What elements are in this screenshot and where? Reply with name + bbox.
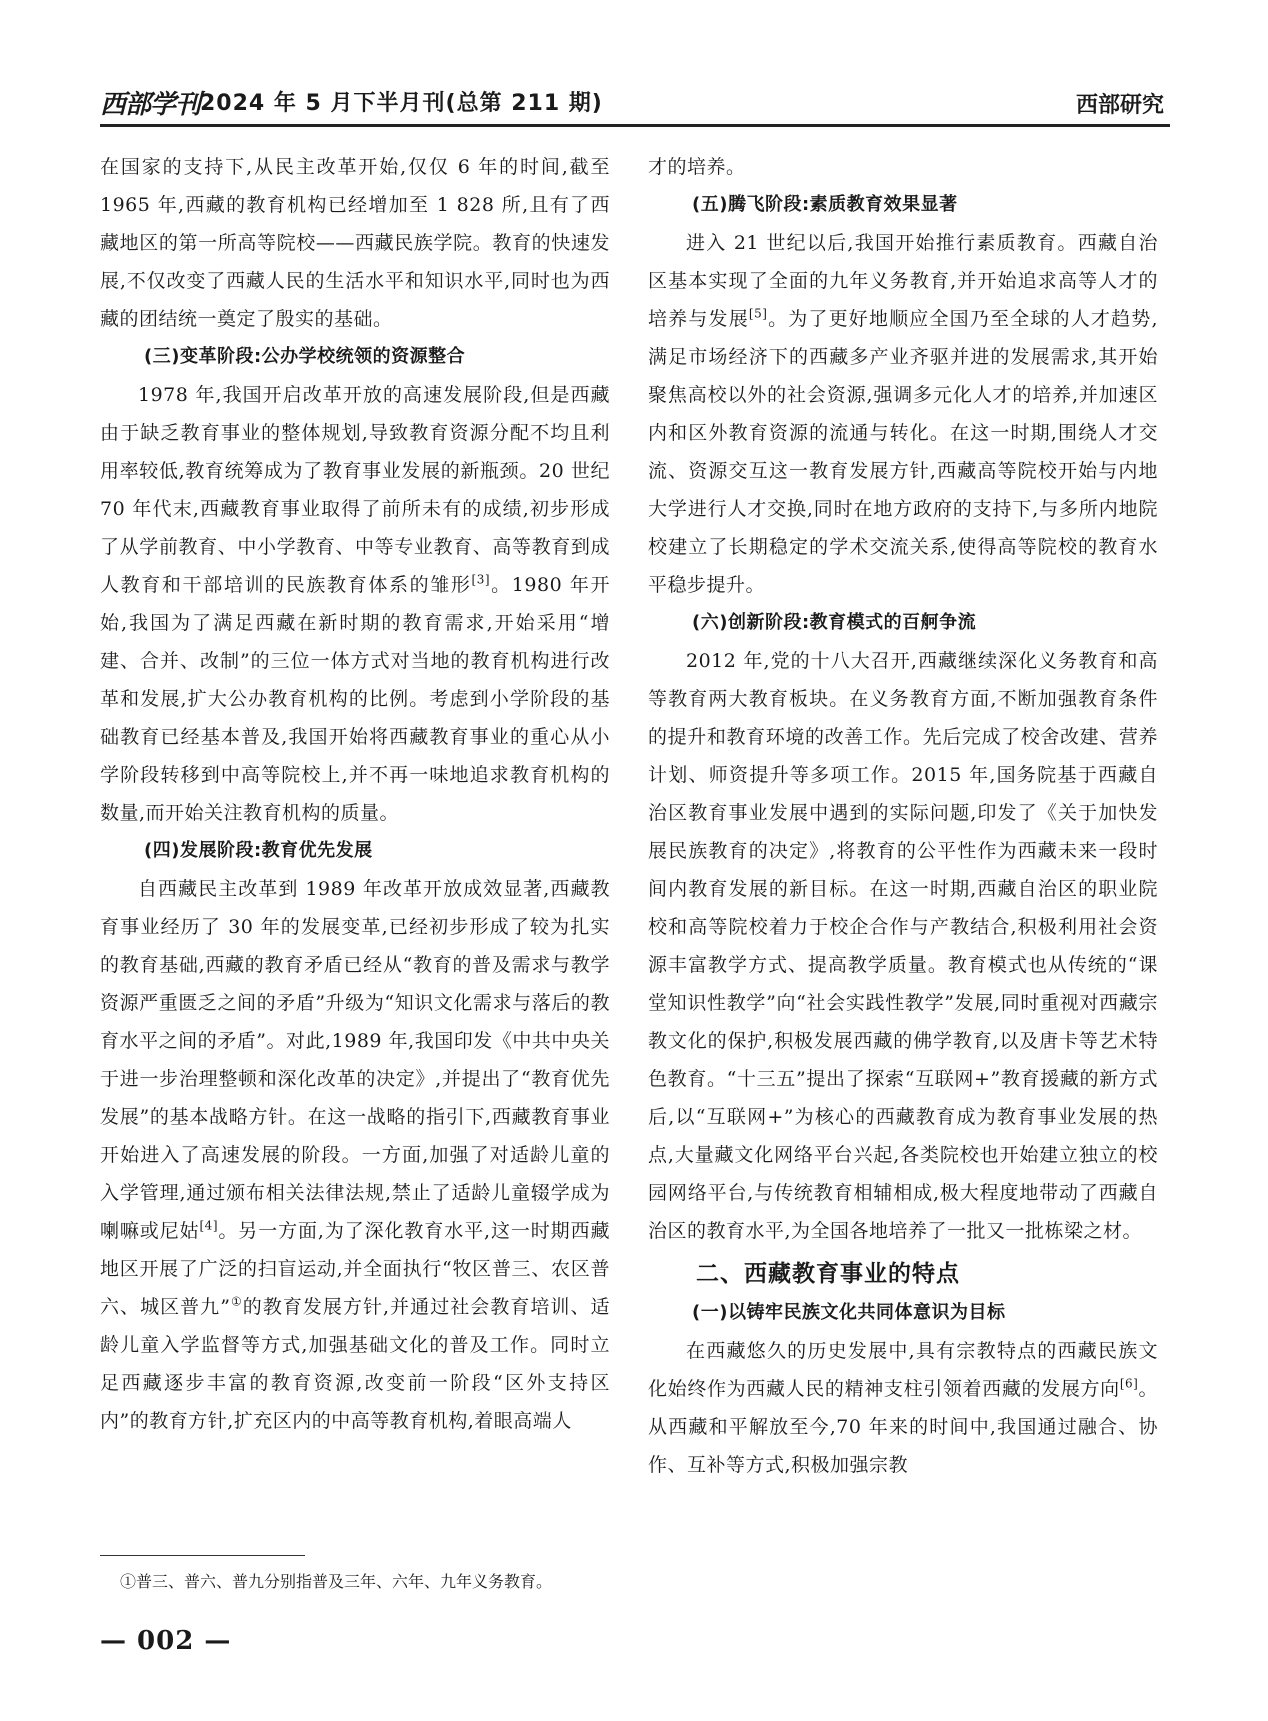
citation: [3] xyxy=(471,572,491,587)
citation: [6] xyxy=(1119,1376,1139,1391)
left-column xyxy=(100,148,610,1440)
right-column xyxy=(648,148,1158,1484)
paragraph: 进入 21 世纪以后,我国开始推行素质教育。西藏自治区基本实现了全面的九年义务教育,并开始追求高等人才的培养与发展[5]。为了更好地顺应全国乃至全球的人才趋势,满足市场经济下的西藏多产业齐驱并进的发展需求,其开始聚焦高校以外的社会资源,强调多元化人才的培养,并加速区内和区外教育资源的流通与转化。在这一时期,围绕人才交流、资源交互这一教育发展方针,西藏高等院校开始与内地大学进行人才交换,同时在地方政府的支持下,与多所内地院校建立了长期稳定的学术交流关系,使得高等院校的教育水平稳步提升。 xyxy=(648,232,1158,596)
paragraph: 2012 年,党的十八大召开,西藏继续深化义务教育和高等教育两大教育板块。在义务教育方面,不断加强教育条件的提升和教育环境的改善工作。先后完成了校舍改建、营养计划、师资提升等多项工作。2015 年,国务院基于西藏自治区教育事业发展中遇到的实际问题,印发了《关于加快发展民族教育的决定》,将教育的公平性作为西藏未来一段时间内教育发展的新目标。在这一时期,西藏自治区的职业院校和高等院校着力于校企合作与产教结合,积极利用社会资源丰富教学方式、提高教学质量。教育模式也从传统的“课堂知识性教学”向“社会实践性教学”发展,同时重视对西藏宗教文化的保护,积极发展西藏的佛学教育,以及唐卡等艺术特色教育。“十三五”提出了探索“互联网+”教育援藏的新方式后,以“互联网+”为核心的西藏教育成为教育事业发展的热点,大量藏文化网络平台兴起,各类院校也开始建立独立的校园网络平台,与传统教育相辅相成,极大程度地带动了西藏自治区的教育水平,为全国各地培养了一批又一批栋梁之材。 xyxy=(648,650,1158,1242)
citation: [4] xyxy=(199,1218,218,1233)
paragraph: 自西藏民主改革到 1989 年改革开放成效显著,西藏教育事业经历了 30 年的发展变革,已经初步形成了较为扎实的教育基础,西藏的教育矛盾已经从“教育的普及需求与教学资源严重匮乏之间的矛盾”升级为“知识文化需求与落后的教育水平之间的矛盾”。对此,1989 年,我国印发《中共中央关于进一步治理整顿和深化改革的决定》,并提出了“教育优先发展”的基本战略方针。在这一战略的指引下,西藏教育事业开始进入了高速发展的阶段。一方面,加强了对适龄儿童的入学管理,通过颁布相关法律法规,禁止了适龄儿童辍学成为喇嘛或尼姑[4]。另一方面,为了深化教育水平,这一时期西藏地区开展了广泛的扫盲运动,并全面执行“牧区普三、农区普六、城区普九”①的教育发展方针,并通过社会教育培训、适龄儿童入学监督等方式,加强基础文化的普及工作。同时立足西藏逐步丰富的教育资源,改变前一阶段“区外支持区内”的教育方针,扩充区内的中高等教育机构,着眼高端人 xyxy=(100,878,610,1432)
paragraph: 1978 年,我国开启改革开放的高速发展阶段,但是西藏由于缺乏教育事业的整体规划,导致教育资源分配不均且利用率较低,教育统筹成为了教育事业发展的新瓶颈。20 世纪 70 年代末,西藏教育事业取得了前所未有的成绩,初步形成了从学前教育、中小学教育、中等专业教育、高等教育到成人教育和干部培训的民族教育体系的雏形[3]。1980 年开始,我国为了满足西藏在新时期的教育需求,开始采用“增建、合并、改制”的三位一体方式对当地的教育机构进行改革和发展,扩大公办教育机构的比例。考虑到小学阶段的基础教育已经基本普及,我国开始将西藏教育事业的重心从小学阶段转移到中高等院校上,并不再一味地追求教育机构的数量,而开始关注教育机构的质量。 xyxy=(100,384,610,824)
section-heading: (三)变革阶段:公办学校统领的资源整合 xyxy=(144,346,466,367)
section-heading: (一)以铸牢民族文化共同体意识为目标 xyxy=(692,1302,1006,1323)
paragraph: 才的培养。 xyxy=(648,156,746,178)
section-title: 西部研究 xyxy=(1075,93,1164,118)
page-number: — 002 — xyxy=(100,1626,232,1656)
paragraph: 在西藏悠久的历史发展中,具有宗教特点的西藏民族文化始终作为西藏人民的精神支柱引领着西藏的发展方向[6]。从西藏和平解放至今,70 年来的时间中,我国通过融合、协作、互补等方式,积极加强宗教 xyxy=(648,1340,1158,1476)
citation: [5] xyxy=(748,306,768,321)
chapter-heading: 二、西藏教育事业的特点 xyxy=(696,1261,960,1287)
issue-info: 2024 年 5 月下半月刊(总第 211 期) xyxy=(200,91,603,116)
section-heading: (四)发展阶段:教育优先发展 xyxy=(144,840,373,861)
section-heading: (五)腾飞阶段:素质教育效果显著 xyxy=(692,194,958,215)
page-header xyxy=(100,84,1170,127)
section-heading: (六)创新阶段:教育模式的百舸争流 xyxy=(692,612,977,633)
journal-logo: 西部学刊 xyxy=(100,90,201,120)
footnote-divider xyxy=(100,1555,305,1556)
footnote: ①普三、普六、普九分别指普及三年、六年、九年义务教育。 xyxy=(120,1572,553,1591)
footnote-marker: ① xyxy=(230,1294,243,1309)
paragraph: 在国家的支持下,从民主改革开始,仅仅 6 年的时间,截至 1965 年,西藏的教育机构已经增加至 1 828 所,且有了西藏地区的第一所高等院校——西藏民族学院。教育的快速发展,不仅改变了西藏人民的生活水平和知识水平,同时也为西藏的团结统一奠定了殷实的基础。 xyxy=(100,156,610,330)
